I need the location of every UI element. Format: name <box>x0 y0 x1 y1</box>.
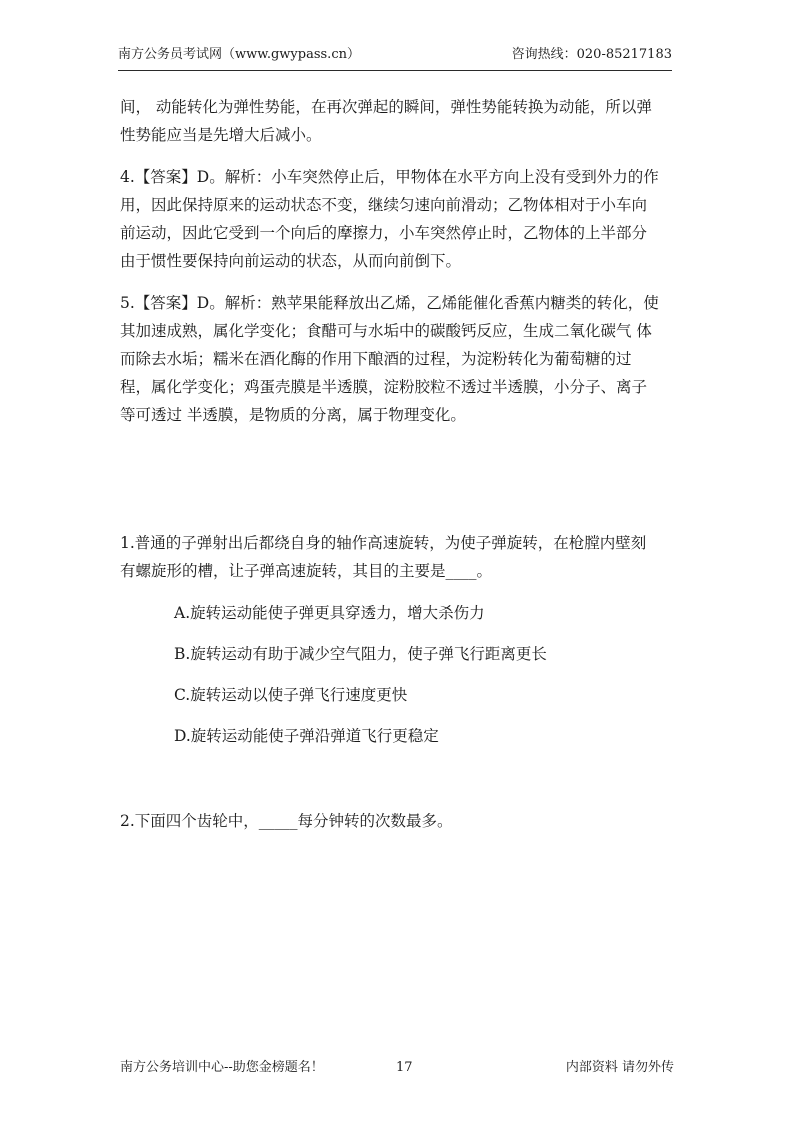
text-line: 前运动，因此它受到一个向后的摩擦力，小车突然停止时，乙物体的上半部分 <box>120 224 648 242</box>
text-line: 性势能应当是先增大后减小。 <box>120 126 322 144</box>
text-line: 而除去水垢；糯米在酒化酶的作用下酿酒的过程，为淀粉转化为葡萄糖的过 <box>120 350 632 368</box>
option-a: A.旋转运动能使子弹更具穿透力，增大杀伤力 <box>174 604 485 622</box>
option-c: C.旋转运动以使子弹飞行速度更快 <box>174 686 408 704</box>
page-number: 17 <box>396 1060 413 1075</box>
answer-paragraph-5 <box>120 289 674 429</box>
text-line: 由于惯性要保持向前运动的状态，从而向前倒下。 <box>120 252 462 270</box>
text-line: 用，因此保持原来的运动状态不变，继续匀速向前滑动；乙物体相对于小车向 <box>120 196 648 214</box>
question-1 <box>120 529 674 750</box>
answer-paragraph-3 <box>120 93 674 149</box>
page-header <box>118 44 672 66</box>
question-2: 2.下面四个齿轮中，_____每分钟转的次数最多。 <box>120 812 453 830</box>
question-1-line: 1.普通的子弹射出后都绕自身的轴作高速旋转，为使子弹旋转，在枪膛内壁刻 <box>120 534 647 552</box>
question-1-line: 有螺旋形的槽，让子弹高速旋转，其目的主要是____。 <box>120 562 493 580</box>
text-line: 等可透过 半透膜，是物质的分离，属于物理变化。 <box>120 406 466 424</box>
header-site-name: 南方公务员考试网（www.gwypass.cn） <box>118 47 360 62</box>
document-body <box>120 93 674 835</box>
blank-spacer <box>120 443 674 529</box>
text-line: 程，属化学变化；鸡蛋壳膜是半透膜，淀粉胶粒不透过半透膜，小分子、离子 <box>120 378 648 396</box>
header-divider <box>118 70 672 71</box>
text-line: 其加速成熟，属化学变化；食醋可与水垢中的碳酸钙反应，生成二氧化碳气 体 <box>120 322 652 340</box>
header-hotline: 咨询热线：020-85217183 <box>511 47 672 62</box>
text-line: 间， 动能转化为弹性势能，在再次弹起的瞬间，弹性势能转换为动能，所以弹 <box>120 98 652 116</box>
footer-notice: 内部资料 请勿外传 <box>565 1060 674 1075</box>
text-line: 4.【答案】D。解析：小车突然停止后，甲物体在水平方向上没有受到外力的作 <box>120 168 659 186</box>
option-b: B.旋转运动有助于减少空气阻力，使子弹飞行距离更长 <box>174 645 547 663</box>
page-footer <box>120 1057 674 1079</box>
answer-paragraph-4 <box>120 163 674 275</box>
footer-slogan: 南方公务培训中心--助您金榜题名！ <box>120 1060 324 1075</box>
option-d: D.旋转运动能使子弹沿弹道飞行更稳定 <box>174 727 439 745</box>
text-line: 5.【答案】D。解析：熟苹果能释放出乙烯，乙烯能催化香蕉内糖类的转化，使 <box>120 294 659 312</box>
blank-spacer <box>120 763 674 807</box>
